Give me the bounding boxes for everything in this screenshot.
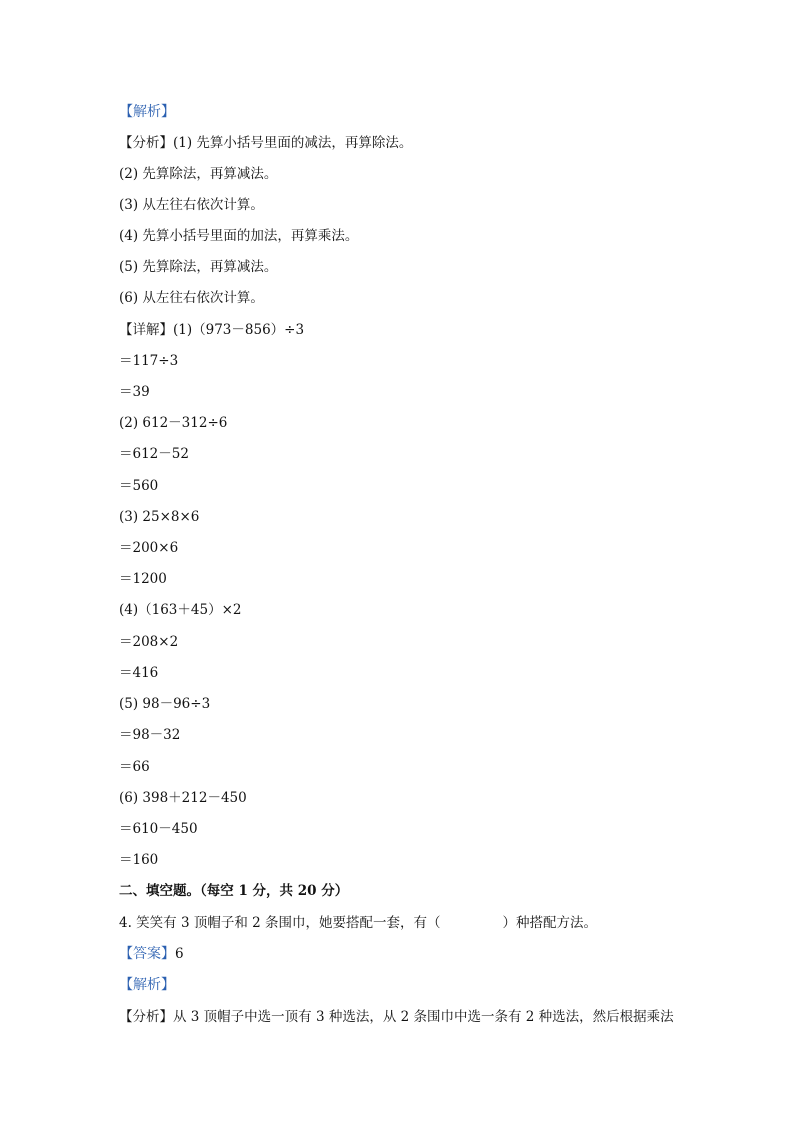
calc-step: ＝560: [119, 478, 159, 494]
calc-step: ＝117÷3: [119, 353, 179, 369]
fenxi-item: (3) 从左往右依次计算。: [119, 197, 264, 213]
answer-value: 6: [175, 946, 184, 962]
jiexi-label-2: 【解析】: [119, 977, 175, 993]
calc-step: ＝1200: [119, 571, 167, 587]
jiexi-heading: [119, 102, 175, 122]
calc-step: ＝160: [119, 852, 159, 868]
fenxi-item: (2) 先算除法，再算减法。: [119, 166, 278, 182]
calc-step: ＝39: [119, 384, 150, 400]
calc-step: (5) 98－96÷3: [119, 696, 211, 712]
xiangjie-line: [119, 320, 304, 340]
calc-step: ＝612－52: [119, 446, 189, 462]
fenxi-line-2: [119, 1007, 674, 1027]
question-4-text: 4. 笑笑有 3 顶帽子和 2 条围巾，她要搭配一套，有（: [119, 915, 441, 931]
answer-line: [119, 944, 184, 964]
xiangjie-label: 【详解】: [119, 322, 173, 338]
fenxi-line: [119, 133, 412, 153]
calc-step: ＝200×6: [119, 540, 179, 556]
xiangjie-text: (1)（973－856）÷3: [173, 322, 305, 338]
calc-step: ＝610－450: [119, 821, 198, 837]
fenxi-text-2: 从 3 顶帽子中选一顶有 3 种选法，从 2 条围巾中选一条有 2 种选法，然后根据乘法: [173, 1009, 674, 1025]
jiexi-heading-2: [119, 975, 175, 995]
calc-step: ＝416: [119, 665, 159, 681]
section-title: 二、填空题。（每空 1 分，共 20 分）: [119, 883, 349, 899]
fenxi-item: (4) 先算小括号里面的加法，再算乘法。: [119, 228, 359, 244]
calc-step: (4)（163＋45）×2: [119, 602, 242, 618]
calc-step: (3) 25×8×6: [119, 509, 200, 525]
fenxi-item: (5) 先算除法，再算减法。: [119, 259, 278, 275]
question-4-text-end: ）种搭配方法。: [502, 915, 598, 931]
calc-step: ＝98－32: [119, 727, 181, 743]
fenxi-label: 【分析】: [119, 135, 173, 151]
calc-step: ＝208×2: [119, 634, 179, 650]
answer-label: 【答案】: [119, 946, 175, 962]
calc-step: (6) 398＋212－450: [119, 790, 247, 806]
fenxi-item: (6) 从左往右依次计算。: [119, 290, 264, 306]
calc-step: (2) 612－312÷6: [119, 415, 228, 431]
jiexi-label: 【解析】: [119, 104, 175, 120]
calc-step: ＝66: [119, 759, 150, 775]
fenxi-label-2: 【分析】: [119, 1009, 173, 1025]
question-4: [119, 913, 597, 933]
fenxi-text: (1) 先算小括号里面的减法，再算除法。: [173, 135, 413, 151]
